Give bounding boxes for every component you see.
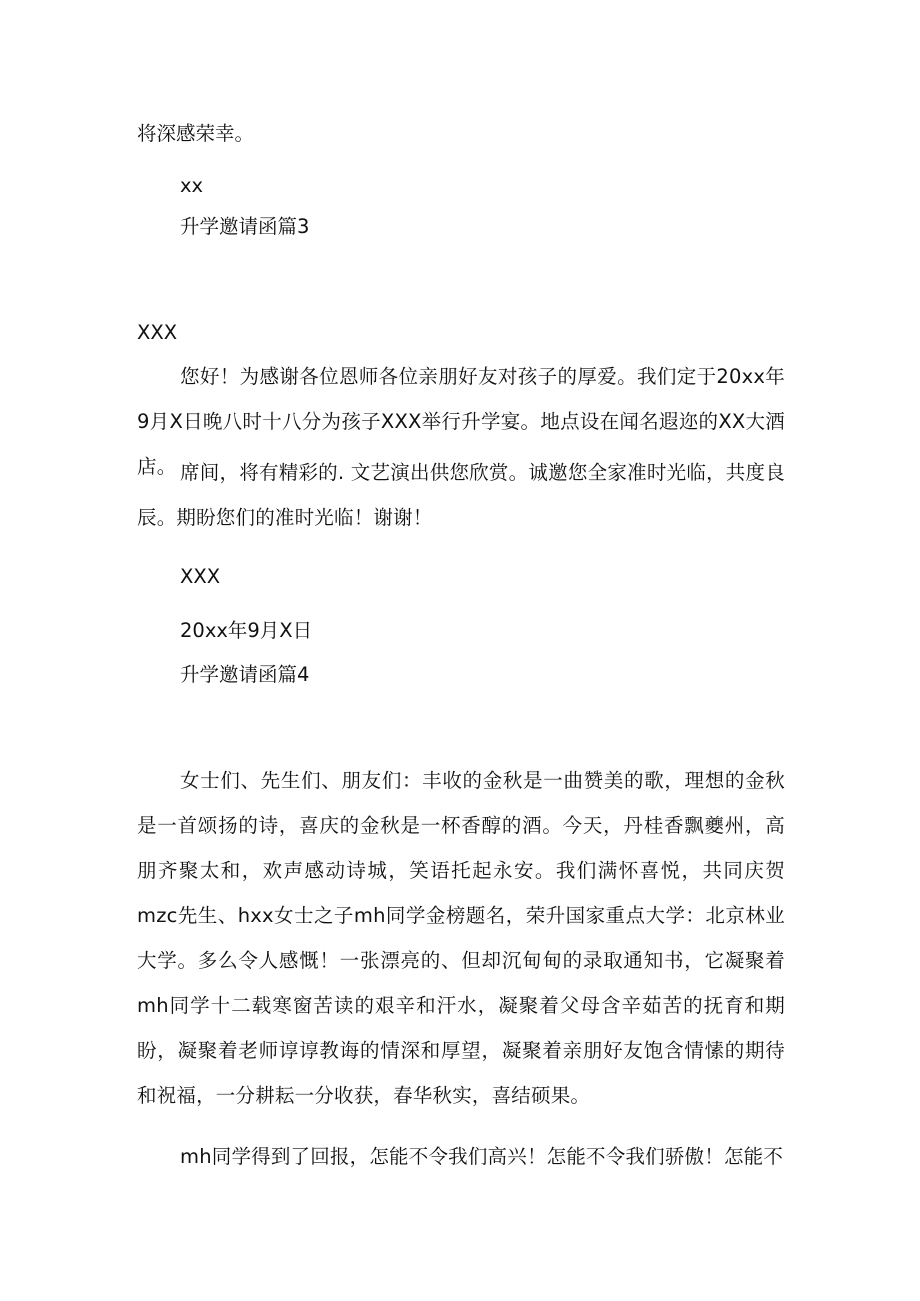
signature-line: XXX: [180, 565, 221, 588]
paragraph: 女士们、先生们、朋友们：丰收的金秋是一曲赞美的歌，理想的金秋是一首颂扬的诗，喜庆的金秋是一杯香醇的酒。今天，丹桂香飘夔州，高朋齐聚太和，欢声感动诗城，笑语托起永安。我们满怀喜悦，共同庆贺mzc先生、hxx女士之子mh同学金榜题名，荣升国家重点大学：北京林业大学。多么令人感慨！一张漂亮的、但却沉甸甸的录取通知书，它凝聚着mh同学十二载寒窗苦读的艰辛和汗水，凝聚着父母含辛茹苦的抚育和期盼，凝聚着老师谆谆教诲的情深和厚望，凝聚着亲朋好友饱含情愫的期待和祝福，一分耕耘一分收获，春华秋实，喜结硕果。: [137, 769, 785, 1107]
paragraph: 席间，将有精彩的. 文艺演出供您欣赏。诚邀您全家准时光临，共度良辰。期盼您们的准时光临！谢谢！: [137, 461, 785, 529]
salutation: XXX: [137, 321, 178, 344]
closing-line: 将深感荣幸。: [137, 122, 255, 145]
paragraph: mh同学得到了回报，怎能不令我们高兴！怎能不令我们骄傲！怎能不: [180, 1145, 784, 1168]
section-title-4: 升学邀请函篇4: [180, 663, 310, 686]
signature-line: xx: [180, 174, 204, 197]
section-title-3: 升学邀请函篇3: [180, 215, 310, 238]
date-line: 20xx年9月X日: [180, 619, 313, 642]
paragraph: 您好！为感谢各位恩师各位亲朋好友对孩子的厚爱。我们定于20xx年9月X日晚八时十八分为孩子XXX举行升学宴。地点设在闻名遐迩的XX大酒店。: [137, 365, 785, 478]
